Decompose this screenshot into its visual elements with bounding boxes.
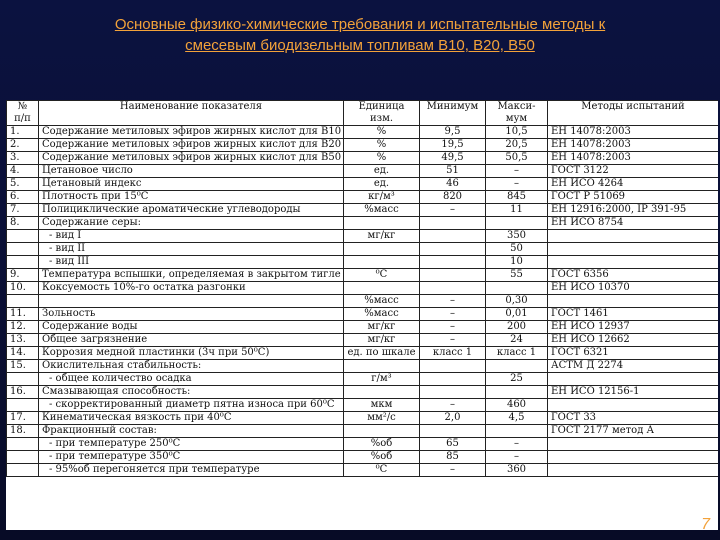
row-method-cell: EH 14078:2003 [548,126,719,139]
table-row [7,412,719,425]
row-min-cell [420,373,486,386]
row-min-cell: – [420,334,486,347]
row-num-cell [7,464,39,477]
row-min-cell: 820 [420,191,486,204]
row-min-cell [420,386,486,399]
row-method-cell: ЕН ИСО 8754 [548,217,719,230]
row-max-cell: 24 [486,334,548,347]
row-name-cell: Содержание серы: [39,217,344,230]
row-num-cell [7,438,39,451]
table-row [7,191,719,204]
row-min-cell [420,217,486,230]
table-body [7,126,719,477]
row-min-cell: 2,0 [420,412,486,425]
row-name-cell: Содержание метиловых эфиров жирных кислот для В10 [39,126,344,139]
table-row [7,243,719,256]
header-num [7,101,39,126]
table-row [7,373,719,386]
row-num-cell: 13. [7,334,39,347]
row-method-cell: ГОСТ 6321 [548,347,719,360]
row-unit-cell: % [344,126,420,139]
row-method-cell [548,399,719,412]
row-method-cell [548,464,719,477]
row-method-cell [548,295,719,308]
row-unit-cell: % [344,152,420,165]
row-max-cell: 11 [486,204,548,217]
table-row [7,399,719,412]
slide-title [40,14,680,56]
table-row [7,386,719,399]
row-method-cell: ГОСТ 3122 [548,165,719,178]
row-num-cell: 7. [7,204,39,217]
row-max-cell: 360 [486,464,548,477]
row-num-cell: 15. [7,360,39,373]
row-unit-cell [344,243,420,256]
row-max-cell: – [486,178,548,191]
header-name: Наименование показателя [39,101,344,126]
table-row [7,152,719,165]
row-unit-cell: ед. по шкале [344,347,420,360]
row-min-cell: – [420,295,486,308]
table-row [7,321,719,334]
row-unit-cell: мм²/с [344,412,420,425]
row-num-cell [7,399,39,412]
table-row [7,425,719,438]
row-unit-cell: ⁰С [344,464,420,477]
row-name-cell: Цетановый индекс [39,178,344,191]
row-max-cell: класс 1 [486,347,548,360]
row-name-cell: - 95%об перегоняется при температуре [39,464,344,477]
table-row [7,334,719,347]
row-min-cell [420,230,486,243]
row-method-cell [548,243,719,256]
row-unit-cell [344,360,420,373]
table-row [7,451,719,464]
row-min-cell: 46 [420,178,486,191]
header-max-line-2: мум [505,113,528,124]
header-unit-line-1: Единица [358,101,405,112]
row-name-cell [39,295,344,308]
row-num-cell: 3. [7,152,39,165]
row-name-cell: - при температуре 350⁰С [39,451,344,464]
row-max-cell: 350 [486,230,548,243]
row-min-cell: – [420,204,486,217]
row-name-cell: Содержание воды [39,321,344,334]
row-max-cell: 200 [486,321,548,334]
header-unit [344,101,420,126]
row-unit-cell: % [344,139,420,152]
row-num-cell [7,373,39,386]
row-name-cell: Смазывающая способность: [39,386,344,399]
row-num-cell: 16. [7,386,39,399]
row-name-cell: Цетановое число [39,165,344,178]
row-unit-cell [344,425,420,438]
row-min-cell: 51 [420,165,486,178]
header-unit-line-2: изм. [369,113,394,124]
row-num-cell: 4. [7,165,39,178]
row-num-cell: 5. [7,178,39,191]
table-row [7,165,719,178]
row-unit-cell: мкм [344,399,420,412]
row-method-cell: EH 14078:2003 [548,152,719,165]
row-name-cell: Плотность при 15⁰С [39,191,344,204]
row-name-cell: - вид I [39,230,344,243]
row-method-cell: ГОСТ 1461 [548,308,719,321]
row-name-cell: Общее загрязнение [39,334,344,347]
row-num-cell: 1. [7,126,39,139]
row-min-cell [420,243,486,256]
row-method-cell [548,230,719,243]
row-name-cell: Окислительная стабильность: [39,360,344,373]
row-max-cell: 50,5 [486,152,548,165]
row-unit-cell: мг/кг [344,334,420,347]
row-max-cell: 0,30 [486,295,548,308]
row-method-cell: EH 12916:2000, IP 391-95 [548,204,719,217]
row-method-cell [548,451,719,464]
row-max-cell: 10,5 [486,126,548,139]
row-unit-cell: ⁰С [344,269,420,282]
row-unit-cell: %об [344,438,420,451]
row-num-cell: 17. [7,412,39,425]
row-num-cell [7,295,39,308]
row-name-cell: Содержание метиловых эфиров жирных кислот для В20 [39,139,344,152]
row-max-cell: – [486,438,548,451]
row-unit-cell [344,282,420,295]
row-name-cell: Полициклические ароматические углеводороды [39,204,344,217]
row-name-cell: - скорректированный диаметр пятна износа при 60⁰С [39,399,344,412]
row-max-cell [486,425,548,438]
table-row [7,464,719,477]
row-num-cell: 11. [7,308,39,321]
row-min-cell: 65 [420,438,486,451]
row-num-cell: 6. [7,191,39,204]
table-row [7,308,719,321]
row-method-cell: ГОСТ 33 [548,412,719,425]
row-max-cell: 50 [486,243,548,256]
table-row [7,217,719,230]
row-num-cell: 12. [7,321,39,334]
row-method-cell: ГОСТ 6356 [548,269,719,282]
row-name-cell: - при температуре 250⁰С [39,438,344,451]
table-row [7,230,719,243]
row-min-cell: – [420,399,486,412]
row-unit-cell: мг/кг [344,321,420,334]
row-min-cell: – [420,464,486,477]
row-name-cell: - вид III [39,256,344,269]
row-min-cell: 19,5 [420,139,486,152]
row-method-cell: ГОСТ 2177 метод А [548,425,719,438]
row-min-cell [420,256,486,269]
row-name-cell: Содержание метиловых эфиров жирных кислот для В50 [39,152,344,165]
row-unit-cell: ед. [344,165,420,178]
row-max-cell: – [486,451,548,464]
row-unit-cell: %масс [344,204,420,217]
row-name-cell: - вид II [39,243,344,256]
row-name-cell: Кинематическая вязкость при 40⁰С [39,412,344,425]
header-max-line-1: Макси- [497,101,536,112]
row-num-cell [7,256,39,269]
requirements-table [6,100,718,477]
row-name-cell: Коррозия медной пластинки (3ч при 50⁰С) [39,347,344,360]
row-unit-cell: %масс [344,295,420,308]
row-unit-cell [344,386,420,399]
row-num-cell: 14. [7,347,39,360]
header-num-line-1: № [17,101,28,112]
table-row [7,126,719,139]
row-method-cell [548,438,719,451]
row-min-cell [420,360,486,373]
row-name-cell: Коксуемость 10%-го остатка разгонки [39,282,344,295]
row-method-cell: EH ИСО 12156-1 [548,386,719,399]
row-method-cell: АСТМ Д 2274 [548,360,719,373]
row-unit-cell: кг/м³ [344,191,420,204]
row-min-cell: 49,5 [420,152,486,165]
table-row [7,256,719,269]
page-number: 7 [701,516,710,533]
row-name-cell: - общее количество осадка [39,373,344,386]
row-max-cell: 460 [486,399,548,412]
row-max-cell: 845 [486,191,548,204]
row-num-cell: 10. [7,282,39,295]
row-method-cell: ЕН ИСО 10370 [548,282,719,295]
row-max-cell: 25 [486,373,548,386]
row-unit-cell: %об [344,451,420,464]
row-method-cell [548,256,719,269]
row-min-cell: 9,5 [420,126,486,139]
row-num-cell: 8. [7,217,39,230]
row-unit-cell [344,217,420,230]
header-method: Методы испытаний [548,101,719,126]
row-method-cell: ГОСТ Р 51069 [548,191,719,204]
row-method-cell: ЕН ИСО 12662 [548,334,719,347]
row-max-cell: 10 [486,256,548,269]
row-min-cell: 85 [420,451,486,464]
row-unit-cell: мг/кг [344,230,420,243]
row-num-cell [7,451,39,464]
table-row [7,347,719,360]
row-num-cell: 18. [7,425,39,438]
row-name-cell: Температура вспышки, определяемая в закрытом тигле [39,269,344,282]
table-row [7,438,719,451]
row-min-cell [420,425,486,438]
table-header-row [7,101,719,126]
header-min: Минимум [420,101,486,126]
slide-title-line-2: смесевым биодизельным топливам В10, В20, В50 [185,37,535,54]
row-num-cell: 9. [7,269,39,282]
row-min-cell: – [420,321,486,334]
row-min-cell: класс 1 [420,347,486,360]
row-max-cell: 4,5 [486,412,548,425]
row-max-cell: – [486,165,548,178]
row-method-cell: ЕН ИСО 12937 [548,321,719,334]
requirements-table-container [6,100,718,530]
table-row [7,360,719,373]
table-row [7,295,719,308]
table-row [7,269,719,282]
slide-title-line-1: Основные физико-химические требования и испытательные методы к [114,16,606,33]
row-method-cell: EH 14078:2003 [548,139,719,152]
row-unit-cell: ед. [344,178,420,191]
row-unit-cell [344,256,420,269]
header-max [486,101,548,126]
table-row [7,139,719,152]
row-unit-cell: г/м³ [344,373,420,386]
row-num-cell [7,230,39,243]
row-max-cell [486,386,548,399]
row-method-cell [548,373,719,386]
table-row [7,204,719,217]
row-max-cell [486,217,548,230]
row-name-cell: Фракционный состав: [39,425,344,438]
row-unit-cell: %масс [344,308,420,321]
row-max-cell: 55 [486,269,548,282]
table-row [7,282,719,295]
row-min-cell: – [420,308,486,321]
row-max-cell [486,360,548,373]
row-min-cell [420,282,486,295]
row-name-cell: Зольность [39,308,344,321]
table-row [7,178,719,191]
header-num-line-2: п/п [14,113,31,124]
row-num-cell [7,243,39,256]
row-max-cell: 20,5 [486,139,548,152]
row-min-cell [420,269,486,282]
row-max-cell: 0,01 [486,308,548,321]
row-num-cell: 2. [7,139,39,152]
row-method-cell: ЕН ИСО 4264 [548,178,719,191]
row-max-cell [486,282,548,295]
